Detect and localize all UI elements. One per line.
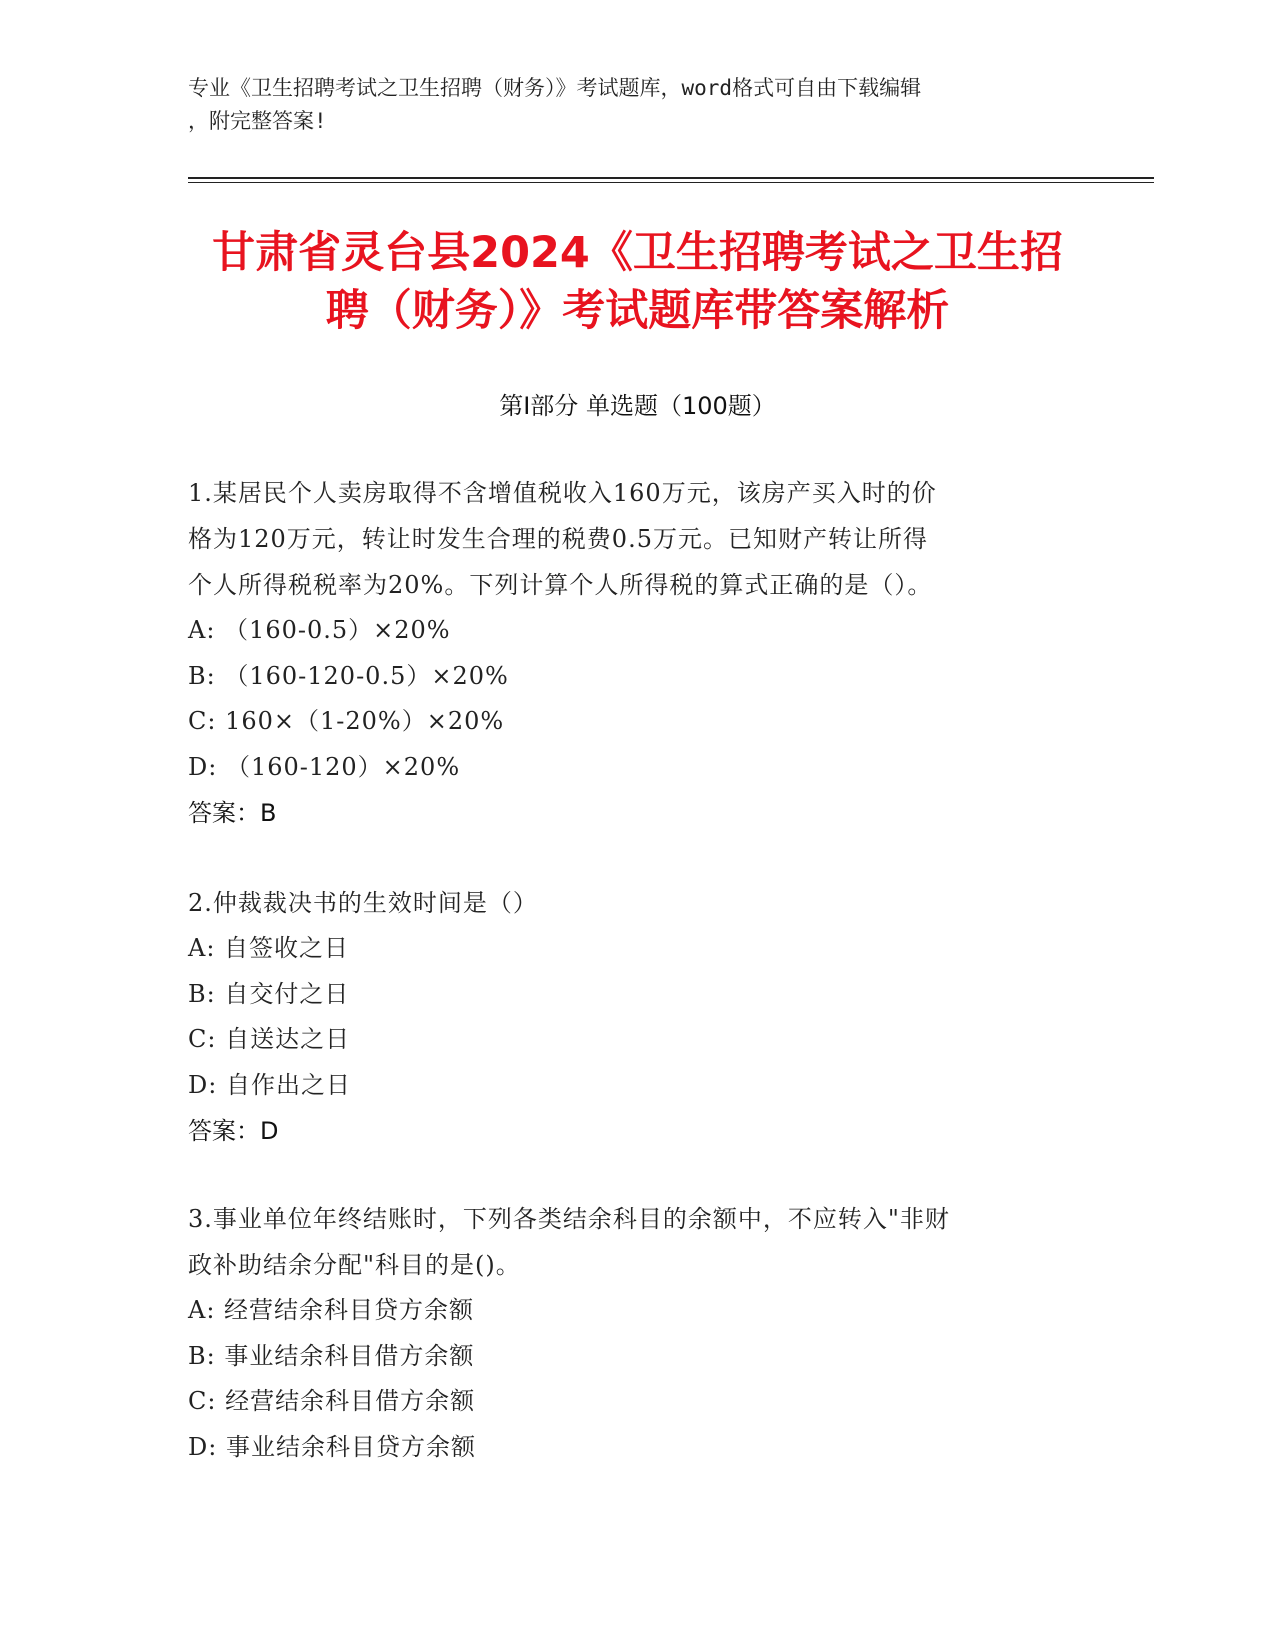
document-title: [180, 224, 1095, 340]
header-divider-thin: [188, 182, 1154, 183]
question-3-option-d: D: 事业结余科目贷方余额: [188, 1432, 476, 1461]
question-3: [188, 1196, 1088, 1470]
question-2-option-c: C: 自送达之日: [188, 1025, 351, 1053]
question-1-line-2: 格为120万元，转让时发生合理的税费0.5万元。已知财产转让所得: [188, 525, 928, 553]
question-2-line-1: 2.仲裁裁决书的生效时间是（）: [188, 889, 538, 917]
question-1-option-c: C: 160×（1-20%）×20%: [188, 707, 505, 735]
question-2-answer: 答案：D: [188, 1117, 279, 1145]
question-2-option-b: B: 自交付之日: [188, 979, 350, 1008]
question-2: [188, 880, 1088, 1154]
header-divider-thick: [188, 177, 1154, 179]
question-3-option-b: B: 事业结余科目借方余额: [188, 1341, 475, 1370]
question-1: [188, 470, 1088, 836]
header-note: [188, 72, 1068, 138]
header-note-line-2: ，附完整答案!: [188, 109, 327, 133]
question-2-option-d: D: 自作出之日: [188, 1070, 351, 1099]
question-1-line-3: 个人所得税税率为20%。下列计算个人所得税的算式正确的是（）。: [188, 571, 933, 599]
question-1-option-a: A: （160-0.5）×20%: [188, 616, 451, 644]
question-3-line-2: 政补助结余分配"科目的是()。: [188, 1251, 521, 1279]
document-title-line-2: 聘（财务）》考试题库带答案解析: [325, 286, 950, 336]
section-heading: 第Ⅰ部分 单选题（100题）: [499, 392, 776, 420]
header-note-line-1: 专业《卫生招聘考试之卫生招聘（财务）》考试题库，word格式可自由下载编辑: [188, 76, 922, 100]
question-3-line-1: 3.事业单位年终结账时，下列各类结余科目的余额中，不应转入"非财: [188, 1205, 950, 1233]
question-1-answer: 答案：B: [188, 799, 277, 827]
question-1-option-d: D: （160-120）×20%: [188, 752, 461, 781]
document-title-line-1: 甘肃省灵台县2024《卫生招聘考试之卫生招: [212, 228, 1063, 278]
question-3-option-a: A: 经营结余科目贷方余额: [188, 1296, 475, 1324]
question-1-line-1: 1.某居民个人卖房取得不含增值税收入160万元，该房产买入时的价: [188, 479, 937, 507]
question-2-option-a: A: 自签收之日: [188, 934, 350, 962]
question-3-option-c: C: 经营结余科目借方余额: [188, 1387, 476, 1415]
question-1-option-b: B: （160-120-0.5）×20%: [188, 661, 509, 690]
